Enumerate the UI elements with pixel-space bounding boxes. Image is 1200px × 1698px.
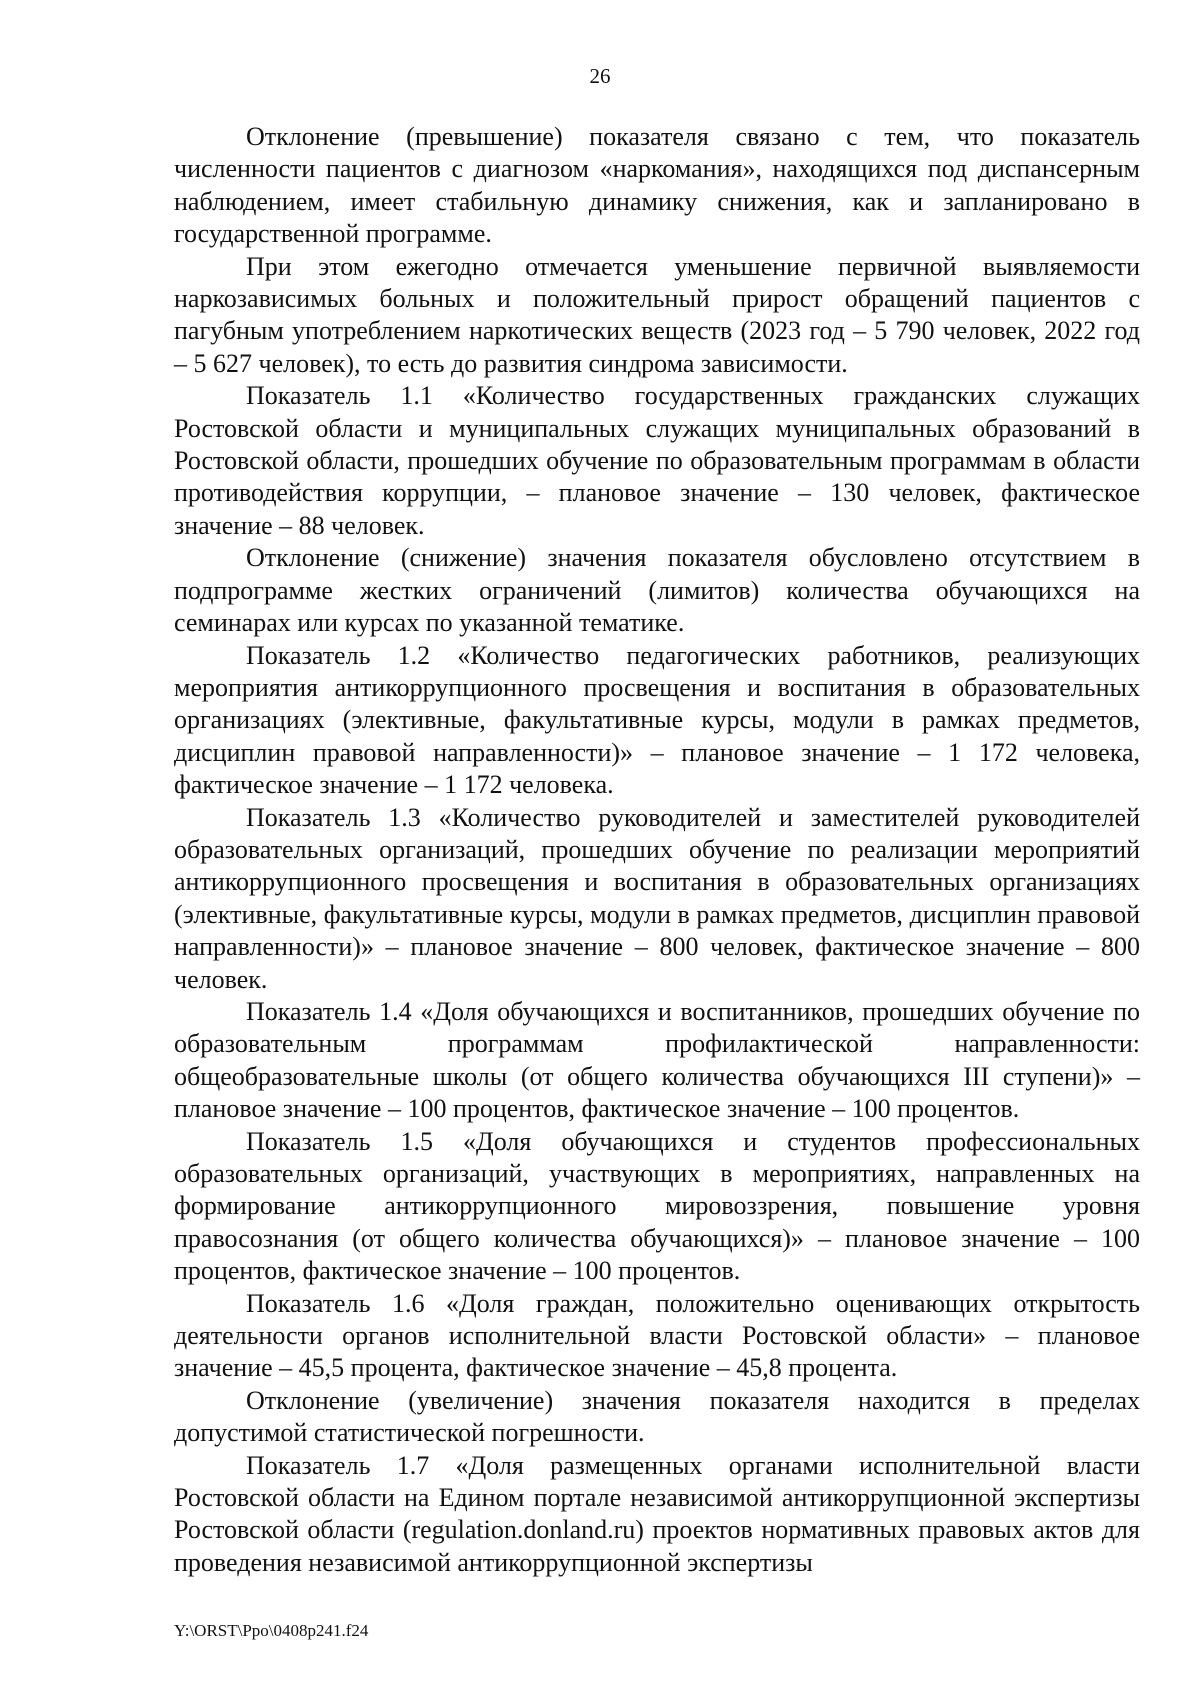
footer-file-path: Y:\ORST\Ppo\0408p241.f24 bbox=[174, 1621, 369, 1640]
paragraph-indicator-1-7: Показатель 1.7 «Доля размещенных органами исполнительной власти Ростовской области на Едином портале независимой антикоррупционной экспертизы Ростовской области (regulation.donland.ru) проектов нормативных правовых актов для проведения независимой антикоррупционной экспертизы bbox=[174, 1450, 1140, 1577]
paragraph-indicator-1-1: Показатель 1.1 «Количество государственных гражданских служащих Ростовской области и муниципальных служащих муниципальных образований в Ростовской области, прошедших обучение по образовательным программам в области противодействия коррупции, – плановое значение – 130 человек, фактическое значение – 88 человек. bbox=[174, 381, 1140, 540]
paragraph-annual-detection: При этом ежегодно отмечается уменьшение первичной выявляемости наркозависимых больных и положительный прирост обращений пациентов с пагубным употреблением наркотических веществ (2023 год – 5 790 человек, 2022 год – 5 627 человек), то есть до развития синдрома зависимости. bbox=[174, 251, 1140, 378]
paragraph-indicator-1-6: Показатель 1.6 «Доля граждан, положительно оценивающих открытость деятельности органов исполнительной власти Ростовской области» – плановое значение – 45,5 процента, фактическое значение – 45,8 процента. bbox=[174, 1288, 1140, 1383]
paragraph-indicator-1-5: Показатель 1.5 «Доля обучающихся и студентов профессиональных образовательных организаций, участвующих в мероприятиях, направленных на формирование антикоррупционного мировоззрения, повышение уровня правосознания (от общего количества обучающихся)» – плановое значение – 100 процентов, фактическое значение – 100 процентов. bbox=[174, 1126, 1140, 1286]
paragraph-deviation-narcomania: Отклонение (превышение) показателя связано с тем, что показатель численности пациентов с диагнозом «наркомания», находящихся под диспансерным наблюдением, имеет стабильную динамику снижения, как и запланировано в государственной программе. bbox=[174, 122, 1140, 249]
paragraph-deviation-1-6: Отклонение (увеличение) значения показателя находится в пределах допустимой статистической погрешности. bbox=[174, 1385, 1140, 1448]
page-number: 26 bbox=[589, 64, 611, 88]
paragraph-indicator-1-2: Показатель 1.2 «Количество педагогических работников, реализующих мероприятия антикоррупционного просвещения и воспитания в образовательных организациях (элективные, факультативные курсы, модули в рамках предметов, дисциплин правовой направленности)» – плановое значение – 1 172 человека, фактическое значение – 1 172 человека. bbox=[174, 640, 1140, 800]
paragraph-indicator-1-3: Показатель 1.3 «Количество руководителей и заместителей руководителей образовательных организаций, прошедших обучение по реализации мероприятий антикоррупционного просвещения и воспитания в образовательных организациях (элективные, факультативные курсы, модули в рамках предметов, дисциплин правовой направленности)» – плановое значение – 800 человек, фактическое значение – 800 человек. bbox=[174, 802, 1140, 994]
paragraph-indicator-1-4: Показатель 1.4 «Доля обучающихся и воспитанников, прошедших обучение по образовательным программам профилактической направленности: общеобразовательные школы (от общего количества обучающихся III ступени)» – плановое значение – 100 процентов, фактическое значение – 100 процентов. bbox=[174, 996, 1140, 1124]
paragraph-deviation-1-1: Отклонение (снижение) значения показателя обусловлено отсутствием в подпрограмме жестких ограничений (лимитов) количества обучающихся на семинарах или курсах по указанной тематике. bbox=[174, 543, 1140, 638]
document-body bbox=[174, 121, 1140, 1579]
